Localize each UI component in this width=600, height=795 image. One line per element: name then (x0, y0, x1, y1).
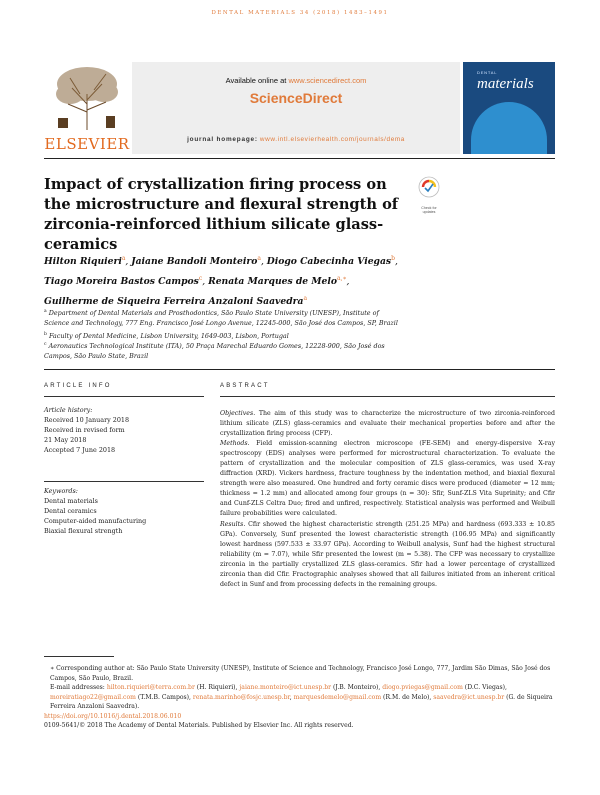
article-history: Article history: Received 10 January 2018 Received in revised form 21 May 2018 Accepted 7 June 2018 (44, 406, 130, 454)
email-link[interactable]: diogo.pviegas@gmail.com (382, 684, 463, 691)
sciencedirect-url[interactable]: www.sciencedirect.com (288, 76, 367, 85)
author[interactable]: Guilherme de Siqueira Ferreira Anzaloni Saavedra$^a$ (44, 294, 308, 307)
abstract-heading: ABSTRACT (220, 383, 270, 389)
abstract-body (220, 409, 555, 590)
abstract-rule (220, 396, 555, 397)
author[interactable]: Tiago Moreira Bastos Campos$^c$ (44, 274, 203, 287)
check-for-updates-icon[interactable] (418, 176, 440, 206)
doi-link[interactable]: https://doi.org/10.1016/j.dental.2018.06.010 (44, 712, 182, 720)
abstract-methods: Methods. Field emission-scanning electron microscope (FE-SEM) and energy-dispersive X-ray spectroscopy (EDS) analyses were performed for microstructural characterization. To evaluate the pattern of crystallization and the molecular composition of ZLS glass-ceramics, was used X-ray diffraction (XRD). Vickers hardness, fracture toughness by the indentation method, and biaxial flexural strength were also measured. One hundred and forty ceramic discs were produced (diameter = 12 mm; thickness = 1.2 mm) and allocated among four groups (n = 30): Sfir, Sunf-ZLS Vita Suprinity; and Cfir and Cunf-ZLS Celtra Duo; fired and unfired, respectively. Statistical analysis was performed and Weibull failure probabilities were calculated. (220, 440, 555, 518)
email-link[interactable]: saavedra@ict.unesp.br (433, 693, 505, 701)
abstract-objectives: Objectives. The aim of this study was to characterize the microstructure of two zirconia-reinforced lithium silicate (ZLS) glass-ceramics and evaluate their mechanical properties before and after the crystallization firing process (CFP). (220, 410, 555, 438)
author[interactable]: Jaiane Bandoli Monteiro$^a$ (131, 255, 261, 268)
footnotes (44, 664, 555, 731)
keyword: Dental materials (44, 497, 98, 505)
journal-homepage-url[interactable]: www.intl.elsevierhealth.com/journals/dema (259, 136, 405, 143)
section-divider (44, 369, 555, 370)
email-link[interactable]: hilton.riquieri@terra.com.br (106, 684, 195, 691)
elsevier-wordmark: ELSEVIER (44, 135, 130, 153)
journal-citation: DENTAL MATERIALS 34 (2018) 1483–1491 (211, 10, 389, 16)
article-info-rule (44, 396, 204, 397)
footnote-rule (44, 656, 114, 657)
cover-title: materials (477, 76, 534, 92)
author[interactable]: Hilton Riquieri$^a$ (44, 255, 126, 268)
corresponding-author: ∗ Corresponding author at: São Paulo State University (UNESP), Institute of Science and Technology, Francisco José Longo, 777, Jardim São Dimas, São José dos Campos, São Paulo, Brazil. (50, 665, 551, 682)
author[interactable]: Diogo Cabecinha Viegas$^b$ (266, 255, 395, 268)
email-link[interactable]: moreiratiago22@gmail.com (50, 693, 136, 701)
email-link[interactable]: marquesdemelo@gmail.com (293, 693, 382, 701)
keyword: Dental ceramics (44, 507, 97, 515)
article-title: Impact of crystallization firing process on the microstructure and flexural strength of zirconia-reinforced lithium silicate glass-ceramics (44, 176, 399, 253)
email-addresses: E-mail addresses: hilton.riquieri@terra.com.br (H. Riquieri), jaiane.monteiro@ict.unesp.br (J.B. Monteiro), diogo.pviegas@gmail.com (D.C. Viegas), moreiratiago22@gmail.com (T.M.B. Campos), renata.marinho@fosjc.unesp.br, marquesdemelo@gmail.com (R.M. de Melo), saavedra@ict.unesp.br (G. de Siqueira Ferreira Anzaloni Saavedra). (50, 684, 553, 710)
article-info-heading: ARTICLE INFO (44, 383, 112, 389)
keywords: Keywords: Dental materials Dental ceramics Computer-aided manufacturing Biaxial flexural strength (44, 486, 204, 536)
author[interactable]: Renata Marques de Melo$^{a,∗}$ (208, 274, 347, 287)
email-link[interactable]: jaiane.monteiro@ict.unesp.br (239, 684, 332, 691)
cover-kicker: DENTAL (477, 70, 498, 75)
author-list: Hilton Riquieri$^a$, Jaiane Bandoli Monteiro$^a$, Diogo Cabecinha Viegas$^b$, Tiago Moreira Bastos Campos$^c$, Renata Marques de Melo$^{a,∗}$, Guilherme de Siqueira Ferreira Anzaloni Saavedra$^a$ (44, 255, 398, 307)
keyword: Biaxial flexural strength (44, 527, 123, 535)
check-for-updates-label: Check for updates (421, 206, 437, 214)
affiliation: $^b$ Faculty of Dental Medicine, Lisbon University, 1649-003, Lisbon, Portugal (44, 332, 289, 341)
abstract-results: Results. Cfir showed the highest characteristic strength (251.25 MPa) and hardness (693.333 ± 10.85 GPa). Conversely, Sunf presented the lowest characteristic strength (106.95 MPa) and significantly lowest hardness (597.533 ± 33.97 GPa). According to Weibull analysis, Sunf had the highest structural reliability (m = 7.07), while Sfir presented the lowest (m = 5.38). The CFP was necessary to crystallize zirconia in the partially crystallized ZLS glass-ceramics. Sfir had a lower percentage of crystallized zirconia than did Cfir. Fractographic analyses showed that all failures initiated from an inherent critical defect in Sunf and from processing defects in the remaining groups. (220, 520, 555, 588)
journal-homepage: journal homepage: www.intl.elsevierhealth.com/journals/dema (187, 136, 405, 143)
elsevier-tree-logo (50, 64, 124, 132)
available-online: Available online at www.sciencedirect.com (225, 76, 367, 85)
header-rule (44, 158, 555, 159)
affiliation: $^c$ Aeronautics Technological Institute (ITA), 50 Praça Marechal Eduardo Gomes, 12228-900, São José dos Campos, São Paulo State, Brazil (44, 342, 385, 360)
affiliation: $^a$ Department of Dental Materials and Prosthodontics, São Paulo State University (UNESP), Institute of Science and Technology, 777 Eng. Francisco José Longo Avenue, 12245-000, São José dos Campos, SP, Brazil (44, 309, 398, 327)
sciencedirect-logo[interactable]: ScienceDirect (249, 90, 343, 106)
keywords-rule (44, 481, 204, 482)
email-link[interactable]: renata.marinho@fosjc.unesp.br (192, 693, 290, 701)
journal-cover (463, 62, 555, 154)
keyword: Computer-aided manufacturing (44, 517, 147, 525)
copyright: 0109-5641/© 2018 The Academy of Dental Materials. Published by Elsevier Inc. All rights reserved. (44, 722, 354, 729)
